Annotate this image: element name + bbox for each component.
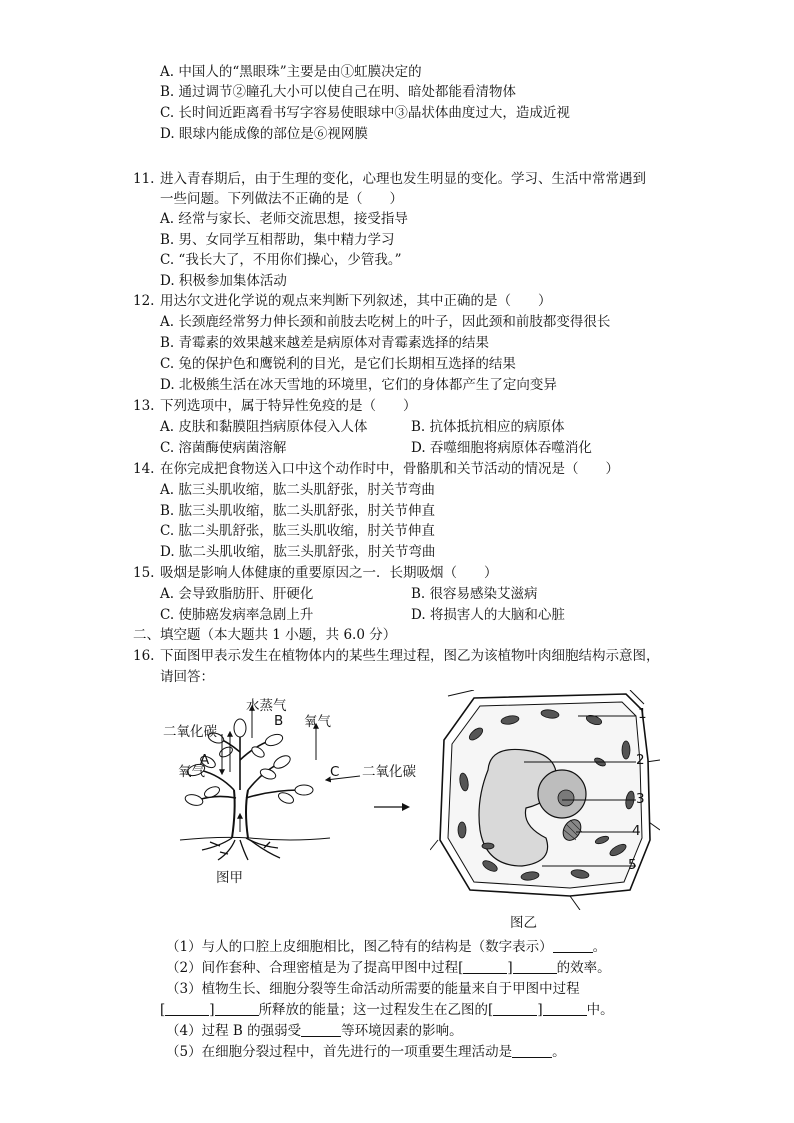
q12-option-b: B. 青霉素的效果越来越差是病原体对青霉素选择的结果 [160, 335, 490, 351]
q10-option-c: C. 长时间近距离看书写字容易使眼球中③晶状体曲度过大，造成近视 [160, 105, 570, 121]
q13-option-a: A. 皮肤和黏膜阻挡病原体侵入人体 [160, 419, 368, 435]
q16-sub3-end: 中。 [586, 1002, 614, 1018]
nucleolus [558, 790, 574, 806]
q13-number: 13. [133, 398, 155, 414]
q16-sub2-blank-name[interactable] [513, 959, 557, 974]
q16-sub2-bracket: ] [507, 960, 513, 976]
q16-sub3-blank-name[interactable] [215, 1001, 259, 1016]
label-process-b: B [274, 713, 284, 729]
q16-sub1 [166, 937, 606, 957]
q10-option-a: A. 中国人的“黑眼珠”主要是由①虹膜决定的 [160, 64, 422, 80]
q16-sub4-end: 等环境因素的影响。 [341, 1023, 463, 1039]
q16-sub5 [166, 1042, 566, 1062]
q16-sub3-line2 [160, 1000, 614, 1020]
q14-stem: 在你完成把食物送入口中这个动作时中，骨骼肌和关节活动的情况是（ ） [160, 461, 619, 477]
label-oxygen-right: 氧气 [304, 714, 331, 730]
q16-sub4-text: （4）过程 B 的强弱受 [166, 1023, 302, 1039]
q11-option-d: D. 积极参加集体活动 [160, 273, 287, 289]
q14-option-c: C. 肱二头肌舒张，肱三头肌收缩，肘关节伸直 [160, 523, 435, 539]
q16-sub5-text: （5）在细胞分裂过程中，首先进行的一项重要生理活动是 [166, 1044, 513, 1060]
q10-option-b: B. 通过调节②瞳孔大小可以使自己在明、暗处都能看清物体 [160, 84, 517, 100]
q16-sub2-end: 的效率。 [556, 960, 611, 976]
q12-option-d: D. 北极熊生活在冰天雪地的环境里，它们的身体都产生了定向变异 [160, 377, 557, 393]
q16-sub2-text: （2）间作套种、合理密植是为了提高甲图中过程[ [166, 960, 464, 976]
q14-number: 14. [133, 461, 155, 477]
q15-number: 15. [133, 565, 155, 581]
q13-option-d: D. 吞噬细胞将病原体吞噬消化 [411, 440, 592, 456]
q16-sub3-close: ] [209, 1002, 215, 1018]
label-co2-right: 二氧化碳 [362, 764, 416, 780]
q11-number: 11. [133, 171, 155, 187]
q12-option-c: C. 兔的保护色和鹰锐利的目光，是它们长期相互选择的结果 [160, 356, 516, 372]
q16-sub3-line1: （3）植物生长、细胞分裂等生命活动所需要的能量来自于甲图中过程 [166, 981, 580, 997]
q16-number: 16. [133, 648, 155, 664]
q16-sub4-blank[interactable] [301, 1022, 341, 1037]
q11-stem-line2: 一些问题。下列做法不正确的是（ ） [160, 191, 403, 207]
figure-cell-diagram [430, 690, 660, 910]
label-water-vapor: 水蒸气 [246, 698, 287, 714]
q16-sub3-close2: ] [537, 1002, 543, 1018]
q16-sub1-end: 。 [592, 939, 607, 955]
figure-a-title: 图甲 [216, 870, 243, 886]
q13-option-b: B. 抗体抵抗相应的病原体 [411, 419, 565, 435]
q15-stem: 吸烟是影响人体健康的重要原因之一．长期吸烟（ ） [160, 565, 498, 581]
label-oxygen-left: 氧气 [178, 764, 205, 780]
q16-sub3-blank-structure[interactable] [543, 1001, 587, 1016]
q16-stem-line1: 下面图甲表示发生在植物体内的某些生理过程，图乙为该植物叶肉细胞结构示意图， [160, 648, 660, 664]
q15-option-a: A. 会导致脂肪肝、肝硬化 [160, 586, 314, 602]
q14-option-b: B. 肱三头肌收缩，肱二头肌舒张，肘关节伸直 [160, 503, 436, 519]
q15-option-c: C. 使肺癌发病率急剧上升 [160, 607, 314, 623]
section-heading-fill-in: 二、填空题（本大题共 1 小题，共 6.0 分） [133, 627, 397, 643]
q16-sub3-blank-process[interactable] [165, 1001, 209, 1016]
q12-stem: 用达尔文进化学说的观点来判断下列叙述，其中正确的是（ ） [160, 293, 552, 309]
q15-option-b: B. 很容易感染艾滋病 [411, 586, 538, 602]
label-process-a: A [200, 752, 210, 768]
cell-label-3: 3 [636, 791, 645, 807]
label-co2-left: 二氧化碳 [163, 724, 217, 740]
q16-sub3-mid: 所释放的能量；这一过程发生在乙图的[ [258, 1002, 494, 1018]
q16-sub1-text: （1）与人的口腔上皮细胞相比，图乙特有的结构是（数字表示） [166, 939, 553, 955]
label-process-c: C [330, 764, 340, 780]
q16-stem-line2: 请回答： [160, 669, 214, 685]
arrow-to-cell [372, 800, 412, 814]
cell-label-4: 4 [632, 823, 641, 839]
q12-number: 12. [133, 293, 155, 309]
q11-option-c: C. “我长大了，不用你们操心，少管我。” [160, 252, 402, 268]
q16-sub3-open: [ [160, 1002, 166, 1018]
q14-option-d: D. 肱二头肌收缩，肱三头肌舒张，肘关节弯曲 [160, 544, 436, 560]
q11-stem-line1: 进入青春期后，由于生理的变化，心理也发生明显的变化。学习、生活中常常遇到 [160, 171, 646, 187]
q16-sub3-blank-number[interactable] [493, 1001, 537, 1016]
q12-option-a: A. 长颈鹿经常努力伸长颈和前肢去吃树上的叶子，因此颈和前肢都变得很长 [160, 314, 611, 330]
q14-option-a: A. 肱三头肌收缩，肱二头肌舒张，肘关节弯曲 [160, 482, 435, 498]
soil-line [180, 837, 330, 840]
figure-b-title: 图乙 [510, 915, 537, 931]
q16-sub4 [166, 1021, 463, 1041]
q16-sub1-blank[interactable] [553, 938, 593, 953]
q13-option-c: C. 溶菌酶使病菌溶解 [160, 440, 287, 456]
q11-option-a: A. 经常与家长、老师交流思想，接受指导 [160, 211, 408, 227]
q13-stem: 下列选项中，属于特异性免疫的是（ ） [160, 398, 417, 414]
q16-sub2 [166, 958, 611, 978]
q16-sub5-blank[interactable] [512, 1043, 552, 1058]
cell-label-2: 2 [636, 752, 645, 768]
roots [202, 838, 280, 860]
q11-option-b: B. 男、女同学互相帮助，集中精力学习 [160, 232, 395, 248]
cell-label-5: 5 [628, 857, 637, 873]
q16-sub2-blank-process[interactable] [463, 959, 507, 974]
q15-option-d: D. 将损害人的大脑和心脏 [411, 607, 565, 623]
q16-sub5-end: 。 [552, 1044, 566, 1060]
cell-label-1: 1 [638, 706, 647, 722]
q10-option-d: D. 眼球内能成像的部位是⑥视网膜 [160, 126, 368, 142]
